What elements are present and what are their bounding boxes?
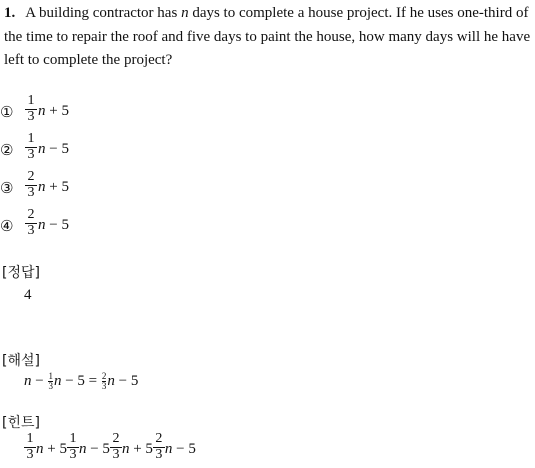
option-marker: ② bbox=[0, 141, 14, 159]
option-variable: n bbox=[38, 217, 46, 233]
hint-fraction bbox=[153, 432, 165, 462]
option-constant: 5 bbox=[61, 217, 69, 233]
fraction-numerator: 2 bbox=[155, 431, 163, 446]
fraction-denominator: 3 bbox=[153, 447, 165, 462]
option-expression bbox=[38, 217, 69, 234]
explanation-label: [해설] bbox=[2, 353, 40, 369]
question-text bbox=[4, 2, 532, 73]
question-text-part1: A building contractor has bbox=[25, 5, 178, 21]
fraction-numerator: 2 bbox=[101, 371, 107, 381]
option-expression bbox=[38, 103, 69, 120]
fraction-denominator: 3 bbox=[110, 447, 122, 462]
explanation-fraction-one-third bbox=[48, 372, 53, 391]
option-operator: + bbox=[49, 179, 58, 195]
explanation-operator: − bbox=[35, 372, 44, 389]
option-marker: ③ bbox=[0, 179, 14, 197]
fraction-numerator: 2 bbox=[27, 207, 35, 222]
option-fraction bbox=[24, 170, 38, 200]
answer-label: [정답] bbox=[2, 265, 40, 281]
explanation-variable: n bbox=[107, 372, 115, 389]
fraction-numerator: 1 bbox=[26, 431, 34, 446]
option-fraction bbox=[24, 94, 38, 124]
option-fraction bbox=[24, 132, 38, 162]
hint-rest: − 5 bbox=[90, 441, 110, 457]
hint-rest: + 5 bbox=[133, 441, 153, 457]
fraction-denominator: 3 bbox=[27, 147, 35, 162]
option-operator: + bbox=[49, 103, 58, 119]
hint-label: [힌트] bbox=[2, 415, 40, 431]
option-marker: ① bbox=[0, 103, 14, 121]
fraction-numerator: 2 bbox=[27, 169, 35, 184]
option-marker: ④ bbox=[0, 217, 14, 235]
fraction-numerator: 1 bbox=[48, 371, 53, 381]
hint-variable: n bbox=[121, 441, 130, 457]
fraction-numerator: 1 bbox=[27, 131, 35, 146]
explanation-tail: − 5 bbox=[118, 372, 139, 389]
hint-variable: n bbox=[36, 441, 44, 457]
option-constant: 5 bbox=[61, 103, 69, 119]
hint-fraction bbox=[110, 432, 122, 462]
answer-value: 4 bbox=[24, 287, 32, 303]
hint-variable: n bbox=[164, 441, 173, 457]
hint-variable: n bbox=[78, 441, 87, 457]
option-fraction bbox=[24, 208, 38, 238]
hint-rest: + 5 bbox=[47, 441, 67, 457]
fraction-denominator: 3 bbox=[27, 109, 35, 124]
question-number: 1. bbox=[4, 5, 16, 21]
fraction-denominator: 3 bbox=[67, 447, 79, 462]
question-variable: n bbox=[181, 5, 189, 21]
option-expression bbox=[38, 141, 69, 158]
option-operator: − bbox=[49, 217, 58, 233]
fraction-denominator: 3 bbox=[101, 381, 107, 391]
hint-term-1 bbox=[24, 432, 67, 462]
explanation-expression bbox=[24, 372, 138, 391]
hint-expression bbox=[24, 432, 196, 468]
hint-term-3 bbox=[110, 432, 153, 462]
option-constant: 5 bbox=[61, 179, 69, 195]
explanation-operator: − 5 = bbox=[65, 372, 98, 389]
hint-rest: − 5 bbox=[176, 441, 196, 457]
explanation-variable: n bbox=[53, 372, 62, 389]
hint-fraction bbox=[24, 432, 36, 462]
option-expression bbox=[38, 179, 69, 196]
fraction-denominator: 3 bbox=[48, 381, 53, 391]
option-variable: n bbox=[38, 141, 46, 157]
option-operator: − bbox=[49, 141, 58, 157]
option-variable: n bbox=[38, 179, 46, 195]
option-variable: n bbox=[38, 103, 46, 119]
fraction-numerator: 1 bbox=[27, 93, 35, 108]
explanation-variable: n bbox=[24, 372, 32, 389]
fraction-denominator: 3 bbox=[27, 185, 35, 200]
fraction-denominator: 3 bbox=[24, 447, 36, 462]
fraction-denominator: 3 bbox=[27, 223, 35, 238]
fraction-numerator: 1 bbox=[69, 431, 77, 446]
hint-term-4 bbox=[153, 432, 196, 462]
fraction-numerator: 2 bbox=[112, 431, 120, 446]
hint-fraction bbox=[67, 432, 79, 462]
hint-term-2 bbox=[67, 432, 110, 462]
explanation-fraction-two-thirds bbox=[102, 372, 107, 391]
option-constant: 5 bbox=[61, 141, 69, 157]
question-text-part2: days to complete a house project. If he uses one-third of the time to repair the roof and five days to paint the house, how many days will he have left to complete the project? bbox=[4, 5, 531, 68]
